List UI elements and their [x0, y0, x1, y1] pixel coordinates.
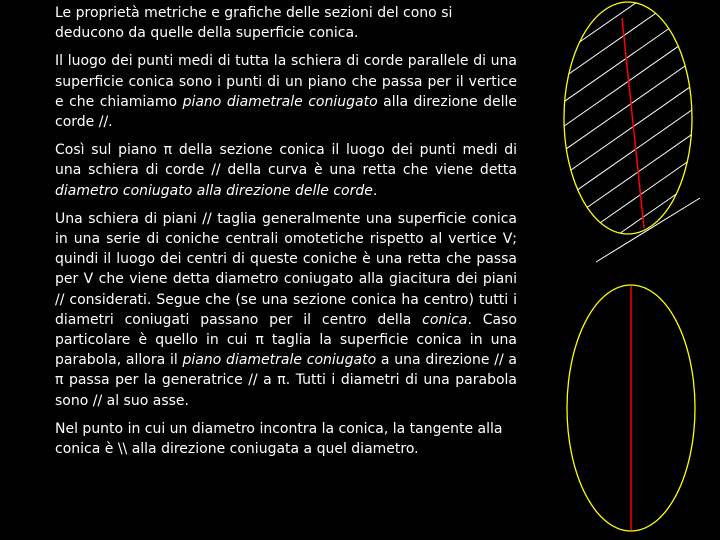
- text-run: Così sul piano π della sezione conica il luogo dei punti medi di una schiera di corde // della curva è una retta che viene detta: [55, 142, 517, 179]
- text-run: Una schiera di piani // taglia generalmente una superficie conica in una serie di coniche centrali omotetiche rispetto al vertice V; quindi il luogo dei centri di queste coniche è una retta che passa per V che viene detta diametro coniugato alla giacitura dei piani // considerati. Segue che (se una sezione conica ha centro) tutti i diametri coniugati passano per il centro della: [55, 210, 517, 328]
- chord-line: [569, 13, 656, 74]
- chord-line: [564, 46, 678, 126]
- italic-term: piano diametrale coniugato: [182, 352, 377, 369]
- text-run: Nel punto in cui un diametro incontra la conica, la tangente alla conica è \\ alla direzione coniugata a quel diametro.: [55, 420, 503, 458]
- chord-line: [580, 3, 636, 42]
- text-run: Il luogo dei punti medi di tutta la schiera di corde parallele di una superficie conica sono i punti di un piano che passa per il vertice e che chiamiamo: [55, 53, 517, 110]
- chord-line: [566, 66, 685, 149]
- lower-ellipse-figure: [567, 285, 695, 531]
- text-run: .: [372, 182, 378, 199]
- text-run: Le proprietà metriche e grafiche delle sezioni del cono si deducono da quelle della superficie conica.: [55, 5, 453, 42]
- italic-term: diametro coniugato alla direzione delle corde: [55, 182, 373, 199]
- chord-line: [620, 194, 676, 233]
- text-run: alla direzione delle corde //.: [55, 93, 518, 131]
- text-run: a una direzione // a π passa per la generatrice // a π. Tutti i diametri di una parabola sono // al suo asse.: [55, 352, 518, 409]
- upper-ellipse-figure: [564, 2, 700, 262]
- italic-term: piano diametrale coniugato: [182, 93, 378, 110]
- conjugate-diameter-line: [622, 18, 644, 228]
- chord-line: [578, 110, 692, 190]
- italic-term: conica: [422, 311, 468, 328]
- parallel-chords: [564, 3, 692, 233]
- text-run: . Caso particolare è quello in cui π taglia la superficie conica in una parabola, allora il: [55, 311, 517, 369]
- upper-ellipse: [564, 2, 692, 234]
